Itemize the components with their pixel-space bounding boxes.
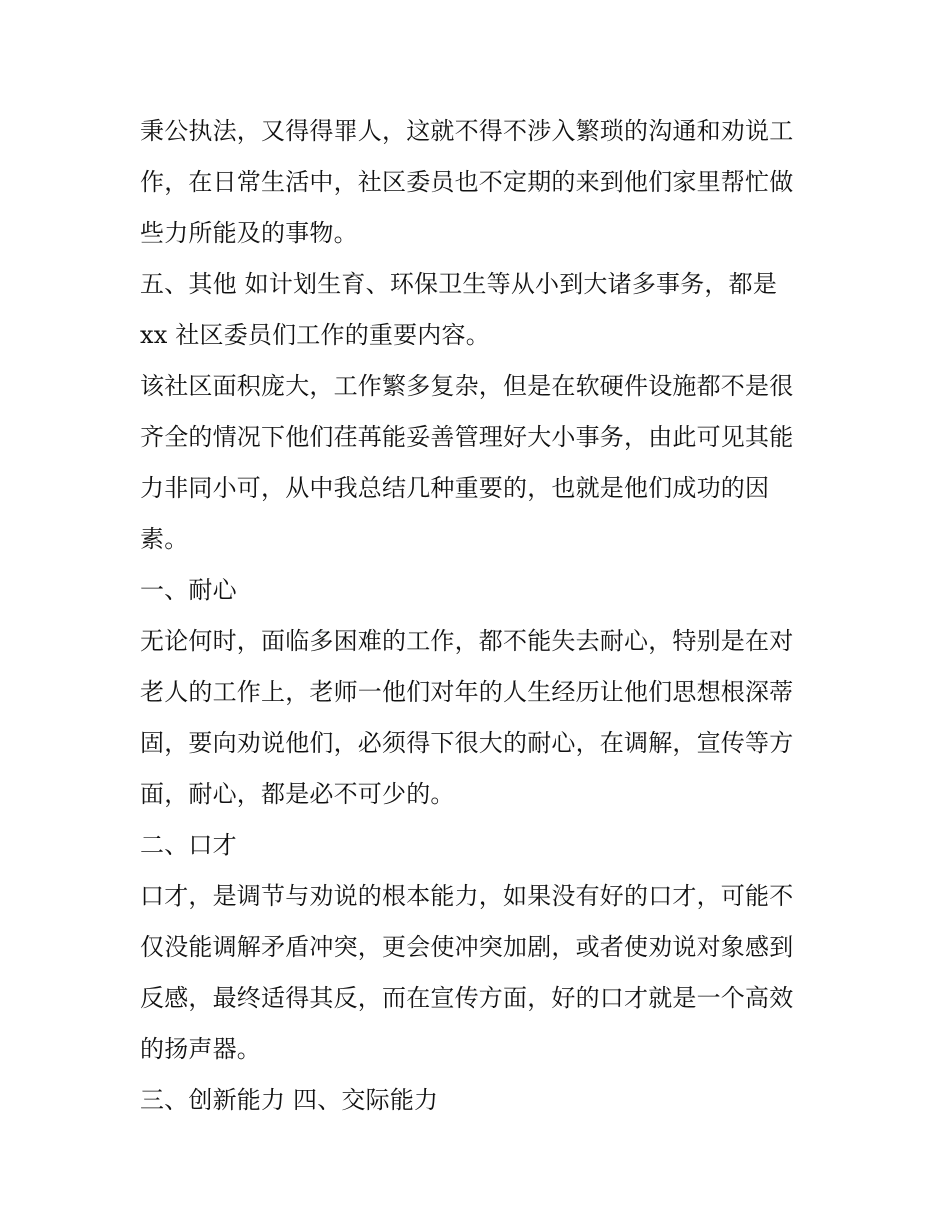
text-line: 仅没能调解矛盾冲突，更会使冲突加剧，或者使劝说对象感到 bbox=[140, 933, 794, 961]
paragraph-eloquence bbox=[140, 871, 815, 1075]
text-line: 反感，最终适得其反，而在宣传方面，好的口才就是一个高效 bbox=[140, 984, 794, 1012]
text-line: 无论何时，面临多困难的工作，都不能失去耐心，特别是在对 bbox=[140, 627, 794, 655]
text-line: 老人的工作上，老师一他们对年的人生经历让他们思想根深蒂 bbox=[140, 678, 794, 706]
text-line: 面，耐心，都是必不可少的。 bbox=[140, 780, 455, 808]
text-line: 固，要向劝说他们，必须得下很大的耐心，在调解，宣传等方 bbox=[140, 729, 794, 757]
paragraph-summary bbox=[140, 361, 815, 565]
heading-eloquence bbox=[140, 820, 815, 871]
text-line: 齐全的情况下他们荏苒能妥善管理好大小事务，由此可见其能 bbox=[140, 423, 794, 451]
text-line: 秉公执法，又得得罪人，这就不得不涉入繁琐的沟通和劝说工 bbox=[140, 117, 794, 145]
text-line: 五、其他 如计划生育、环保卫生等从小到大诸多事务，都是 bbox=[140, 270, 778, 298]
text-line: 三、创新能力 四、交际能力 bbox=[140, 1086, 439, 1114]
paragraph-duty-continued bbox=[140, 106, 815, 259]
text-line: 些力所能及的事物。 bbox=[140, 219, 358, 247]
text-line: 二、口才 bbox=[140, 831, 237, 859]
text-line: 口才，是调节与劝说的根本能力，如果没有好的口才，可能不 bbox=[140, 882, 794, 910]
text-line: 力非同小可，从中我总结几种重要的，也就是他们成功的因 bbox=[140, 474, 770, 502]
text-line: xx 社区委员们工作的重要内容。 bbox=[140, 321, 490, 349]
paragraph-section-five-other bbox=[140, 259, 815, 361]
text-line: 的扬声器。 bbox=[140, 1035, 261, 1063]
paragraph-patience bbox=[140, 616, 815, 820]
body-text bbox=[140, 106, 815, 1126]
heading-patience bbox=[140, 565, 815, 616]
text-line: 作，在日常生活中，社区委员也不定期的来到他们家里帮忙做 bbox=[140, 168, 794, 196]
text-line: 素。 bbox=[140, 525, 189, 553]
text-line: 一、耐心 bbox=[140, 576, 237, 604]
heading-innovation-social bbox=[140, 1075, 815, 1126]
text-line: 该社区面积庞大，工作繁多复杂，但是在软硬件设施都不是很 bbox=[140, 372, 794, 400]
